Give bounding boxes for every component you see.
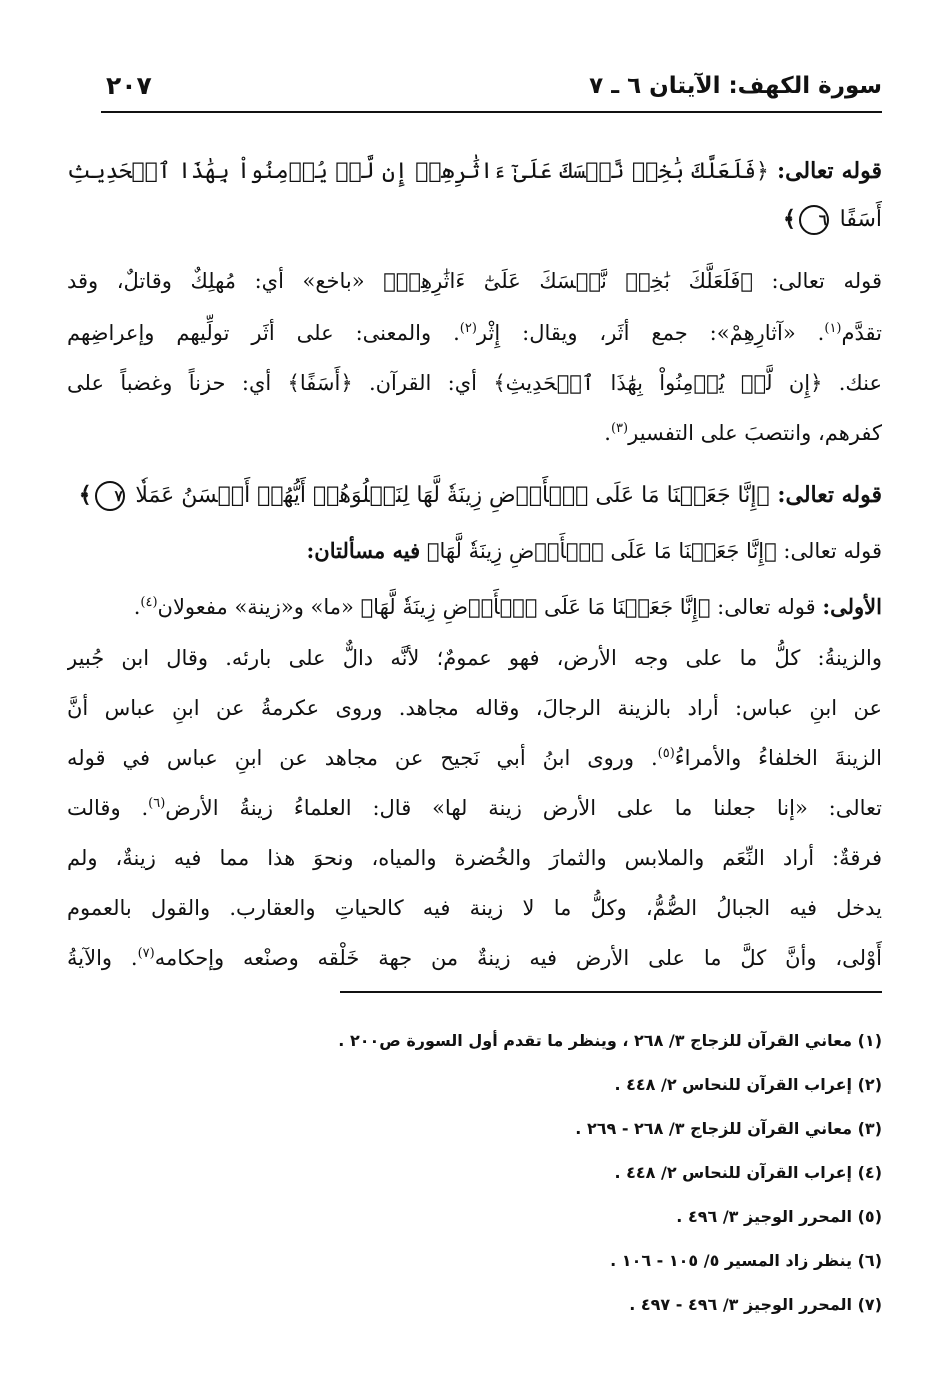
ayah-number-6: ٦ [799, 205, 829, 235]
para1-line-4-a: كفرهم، وانتصبَ على التفسير [628, 421, 882, 445]
footnote-ref-4: (٤) [140, 595, 158, 610]
para2-line-8-b: . والآيةُ [67, 946, 138, 970]
running-header-title: سورة الكهف: الآيتان ٦ ـ ٧ [589, 73, 882, 99]
para2-line-2: والزينةُ: كلُّ ما على وجه الأرض، فهو عمومٌ؛ لأنَّه دالٌّ على بارئه. وقال ابن جُبير [67, 646, 882, 670]
para1-line-2-a: تقدَّم [841, 321, 882, 345]
verse-7-close-bracket: ﴾ [78, 482, 92, 508]
verse-6-heading-line-1 [67, 146, 882, 196]
first-issue-label: الأولى: [822, 594, 882, 619]
para2-line-6: فرقةٌ: أراد النِّعَم والملابس والثمارَ والخُضرة والمياه، ونحوَ هذا مما فيه زينةٌ، ولم [67, 846, 882, 870]
para2-line-4-a: الزينةَ الخلفاءُ والأمراءُ [674, 746, 882, 770]
verse-6-intro: قوله تعالى: [776, 158, 882, 184]
footnote-1: (١) معاني القرآن للزجاج ٣/ ٢٦٨ ، وينظر ما تقدم أول السورة ص٢٠٠ . [338, 1031, 882, 1050]
verse-6-heading-line-2 [67, 194, 882, 244]
para1-line-2-c: . والمعنى: على أثَر تولِّيهم وإعراضِهم [67, 321, 460, 345]
para1-line-4 [67, 408, 882, 458]
para2-line-4-b: . وروى ابنُ أبي نَجيح عن مجاهد عن ابنِ عباس في قوله [67, 746, 658, 770]
verse-6-text: ﴿فَلَعَلَّكَ بَٰخِعٞ نَّفۡسَكَ عَلَىٰٓ ءَاثَٰرِهِمۡ إِن لَّمۡ يُؤۡمِنُواْ بِهَٰذَا ٱلۡحَدِيثِ [67, 159, 769, 184]
verse-7-text: ﴿إِنَّا جَعَلۡنَا مَا عَلَى ٱلۡأَرۡضِ زِينَةٗ لَّهَا لِنَبۡلُوَهُمۡ أَيُّهُمۡ أَحۡسَنُ عَمَلٗا [135, 483, 770, 508]
para1-line-4-b: . [604, 421, 611, 445]
footnote-ref-5: (٥) [657, 746, 675, 761]
para1-line-1: قوله تعالى: ﴿فَلَعَلَّكَ بَٰخِعٞ نَّفۡسَكَ عَلَىٰٓ ءَاثَٰرِهِمۡ﴾ «باخع» أي: مُهلِكٌ وقاتلٌ، وقد [67, 269, 882, 293]
footnote-ref-6: (٦) [148, 796, 166, 811]
para2-line-7: يدخل فيه الجبالُ الصُّمُّ، وكلُّ ما لا زينة فيه كالحياتِ والعقارب. والقول بالعموم [67, 896, 882, 920]
para2-line-5 [67, 783, 882, 833]
verse-6-close-bracket: ﴾ [783, 206, 796, 232]
page-number: ٢٠٧ [106, 71, 152, 100]
footnote-4: (٤) إعراب القرآن للنحاس ٢/ ٤٤٨ . [614, 1163, 882, 1182]
verse-7-intro: قوله تعالى: [777, 482, 882, 508]
header-rule [101, 111, 882, 113]
footnote-ref-2: (٢) [459, 321, 477, 336]
para2-line-4 [67, 733, 882, 783]
para2-line-5-b: . وقالت [67, 796, 149, 820]
footnote-3: (٣) معاني القرآن للزجاج ٣/ ٢٦٨ - ٢٦٩ . [575, 1119, 882, 1138]
footnote-ref-1: (١) [824, 321, 842, 336]
issues-intro: قوله تعالى: [783, 539, 882, 563]
verse-6-text-end: أَسَفًا [839, 207, 882, 232]
footnote-ref-3: (٣) [610, 421, 629, 436]
issues-label: فيه مسألتان: [306, 538, 421, 563]
footnote-7: (٧) المحرر الوجيز ٣/ ٤٩٦ - ٤٩٧ . [629, 1295, 882, 1314]
para2-line-1-b: . [133, 595, 141, 619]
para2-line-1-a: قوله تعالى: ﴿إِنَّا جَعَلۡنَا مَا عَلَى ٱلۡأَرۡضِ زِينَةٗ لَّهَا﴾ «ما» و«زينة» مفعولان [157, 595, 816, 619]
para1-line-2-b: . «آثارِهِمْ»: جمع أثَر، ويقال: إِثْر [476, 321, 825, 345]
para2-line-8-a: أَوْلى، وأنَّ كلَّ ما على الأرض فيه زينةٌ من جهة خَلْقه وصنْعه وإحكامه [154, 946, 882, 970]
para1-line-3: عنك. ﴿إِن لَّمۡ يُؤۡمِنُواْ بِهَٰذَا ٱلۡحَدِيثِ﴾ أي: القرآن. ﴿أَسَفًا﴾ أي: حزناً وغضباً على [67, 371, 882, 395]
footnote-2: (٢) إعراب القرآن للنحاس ٢/ ٤٤٨ . [614, 1075, 882, 1094]
issues-line [67, 526, 882, 576]
ayah-number-7: ٧ [95, 481, 125, 511]
footnote-ref-7: (٧) [137, 946, 155, 961]
issues-verse: ﴿إِنَّا جَعَلۡنَا مَا عَلَى ٱلۡأَرۡضِ زِينَةٗ لَّهَا﴾ [426, 539, 777, 563]
para2-line-8 [67, 933, 882, 983]
footnote-6: (٦) ينظر زاد المسير ٥/ ١٠٥ - ١٠٦ . [610, 1251, 882, 1270]
footnote-5: (٥) المحرر الوجيز ٣/ ٤٩٦ . [676, 1207, 882, 1226]
para2-line-3: عن ابنِ عباس: أراد بالزينة الرجالَ، وقاله مجاهد. وروى عكرمةُ عن ابنِ عباس أنَّ [67, 696, 882, 720]
footnote-separator [340, 991, 882, 993]
verse-7-heading [67, 470, 882, 520]
para2-line-1 [67, 582, 882, 632]
para1-line-2 [67, 308, 882, 358]
para2-line-5-a: تعالى: «إنا جعلنا ما على الأرض زينة لها» قال: العلماءُ زينةُ الأرض [165, 796, 882, 820]
